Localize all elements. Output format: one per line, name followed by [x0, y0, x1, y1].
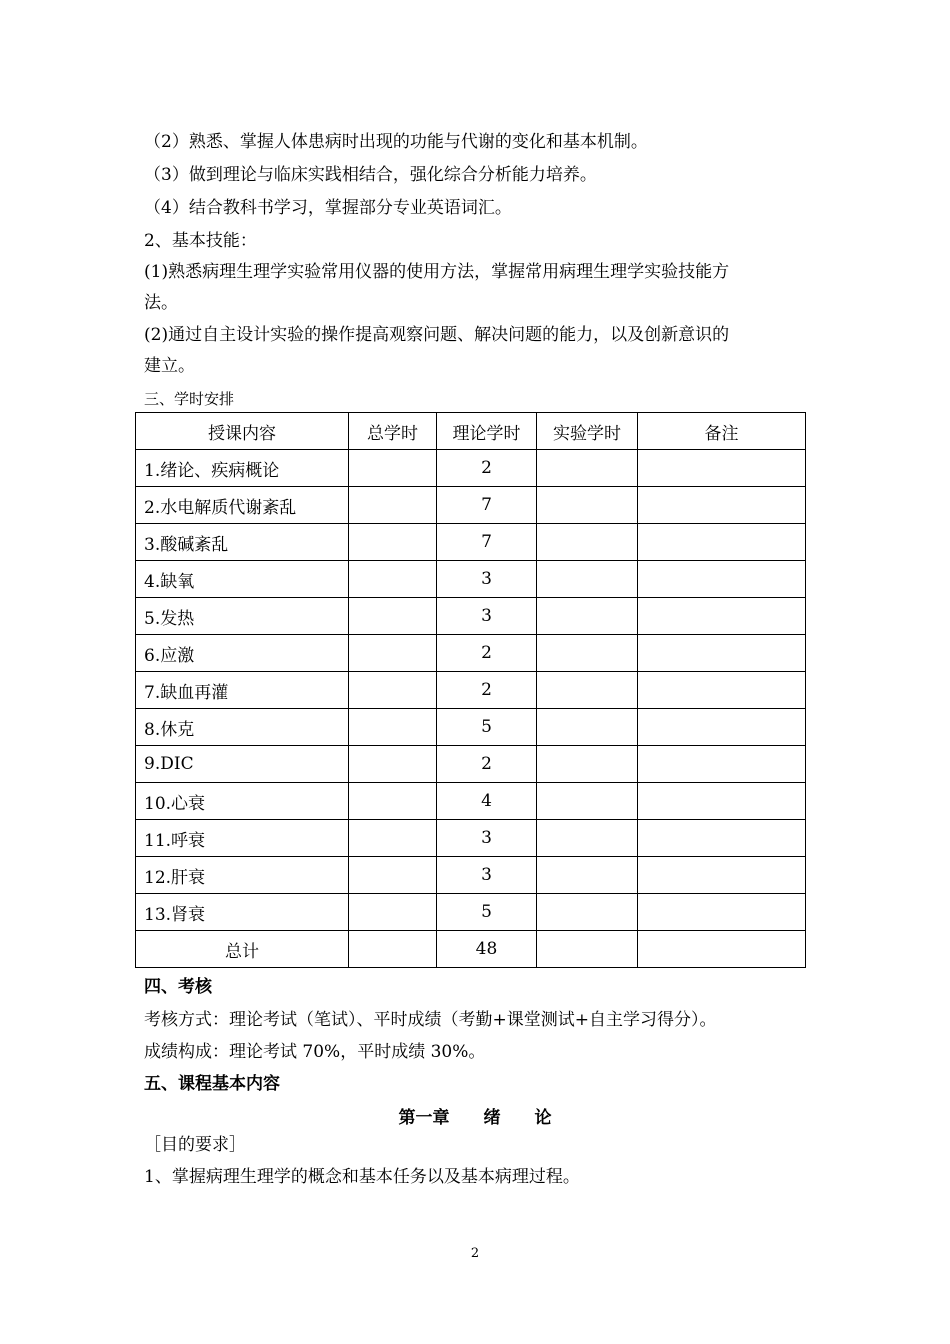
cell-note — [638, 709, 806, 746]
header-note: 备注 — [638, 413, 806, 450]
table-row — [136, 598, 806, 635]
cell-note — [638, 931, 806, 968]
cell-content: 7.缺血再灌 — [136, 672, 349, 709]
cell-lab — [537, 635, 638, 672]
cell-theory: 7 — [437, 487, 537, 524]
cell-lab — [537, 709, 638, 746]
cell-content: 3.酸碱紊乱 — [136, 524, 349, 561]
header-content: 授课内容 — [136, 413, 349, 450]
cell-note — [638, 783, 806, 820]
cell-lab — [537, 561, 638, 598]
cell-total — [349, 709, 437, 746]
table-row — [136, 894, 806, 931]
cell-total — [349, 598, 437, 635]
cell-lab — [537, 598, 638, 635]
cell-total — [349, 672, 437, 709]
cell-note — [638, 561, 806, 598]
skill-2-line-1: (2)通过自主设计实验的操作提高观察问题、解决问题的能力，以及创新意识的 — [144, 325, 730, 345]
skill-1-line-2: 法。 — [144, 293, 178, 313]
content-heading: 五、课程基本内容 — [144, 1074, 280, 1094]
cell-theory: 5 — [437, 709, 537, 746]
cell-lab — [537, 450, 638, 487]
cell-note — [638, 857, 806, 894]
cell-lab — [537, 783, 638, 820]
cell-lab — [537, 672, 638, 709]
table-header-row — [136, 413, 806, 450]
cell-note — [638, 672, 806, 709]
cell-content: 6.应激 — [136, 635, 349, 672]
cell-note — [638, 598, 806, 635]
cell-theory: 4 — [437, 783, 537, 820]
cell-content: 13.肾衰 — [136, 894, 349, 931]
cell-theory: 3 — [437, 561, 537, 598]
cell-total — [349, 635, 437, 672]
cell-lab — [537, 820, 638, 857]
cell-theory: 2 — [437, 450, 537, 487]
requirements-label: ［目的要求］ — [144, 1135, 246, 1155]
table-row — [136, 524, 806, 561]
cell-note — [638, 820, 806, 857]
page-number: 2 — [470, 1246, 480, 1261]
cell-content: 1.绪论、疾病概论 — [136, 450, 349, 487]
cell-theory: 2 — [437, 672, 537, 709]
table-row — [136, 820, 806, 857]
cell-content: 4.缺氧 — [136, 561, 349, 598]
table-total-row — [136, 931, 806, 968]
cell-content: 9.DIC — [136, 746, 349, 783]
cell-theory: 2 — [437, 746, 537, 783]
cell-total — [349, 894, 437, 931]
header-lab: 实验学时 — [537, 413, 638, 450]
cell-lab — [537, 931, 638, 968]
cell-theory: 48 — [437, 931, 537, 968]
hours-table — [135, 412, 806, 968]
cell-content: 10.心衰 — [136, 783, 349, 820]
cell-lab — [537, 894, 638, 931]
skills-heading: 2、基本技能： — [144, 231, 257, 251]
chapter-title: 第一章 绪 论 — [398, 1108, 552, 1128]
cell-theory: 3 — [437, 820, 537, 857]
cell-theory: 3 — [437, 857, 537, 894]
cell-total-label: 总计 — [136, 931, 349, 968]
table-row — [136, 746, 806, 783]
cell-total — [349, 931, 437, 968]
cell-lab — [537, 857, 638, 894]
cell-content: 12.肝衰 — [136, 857, 349, 894]
objective-2: （2）熟悉、掌握人体患病时出现的功能与代谢的变化和基本机制。 — [144, 132, 648, 152]
table-row — [136, 561, 806, 598]
cell-content: 8.休克 — [136, 709, 349, 746]
table-row — [136, 487, 806, 524]
schedule-heading: 三、学时安排 — [144, 390, 235, 408]
table-row — [136, 709, 806, 746]
skill-2-line-2: 建立。 — [144, 356, 195, 376]
cell-lab — [537, 746, 638, 783]
cell-note — [638, 524, 806, 561]
cell-lab — [537, 524, 638, 561]
cell-total — [349, 857, 437, 894]
cell-total — [349, 820, 437, 857]
cell-note — [638, 635, 806, 672]
table-row — [136, 672, 806, 709]
grade-composition: 成绩构成：理论考试 70%，平时成绩 30%。 — [144, 1042, 486, 1062]
cell-theory: 5 — [437, 894, 537, 931]
cell-total — [349, 746, 437, 783]
cell-total — [349, 524, 437, 561]
cell-content: 5.发热 — [136, 598, 349, 635]
objective-4: （4）结合教科书学习，掌握部分专业英语词汇。 — [144, 198, 512, 218]
table-row — [136, 783, 806, 820]
table-row — [136, 857, 806, 894]
cell-lab — [537, 487, 638, 524]
cell-content: 11.呼衰 — [136, 820, 349, 857]
cell-total — [349, 487, 437, 524]
cell-theory: 3 — [437, 598, 537, 635]
cell-theory: 2 — [437, 635, 537, 672]
assessment-method: 考核方式：理论考试（笔试）、平时成绩（考勤+课堂测试+自主学习得分）。 — [144, 1010, 717, 1030]
objective-3: （3）做到理论与临床实践相结合，强化综合分析能力培养。 — [144, 165, 597, 185]
cell-total — [349, 783, 437, 820]
cell-theory: 7 — [437, 524, 537, 561]
cell-total — [349, 561, 437, 598]
table-row — [136, 635, 806, 672]
cell-note — [638, 450, 806, 487]
table-row — [136, 450, 806, 487]
cell-note — [638, 487, 806, 524]
cell-note — [638, 746, 806, 783]
header-total: 总学时 — [349, 413, 437, 450]
assessment-heading: 四、考核 — [144, 977, 212, 997]
cell-total — [349, 450, 437, 487]
header-theory: 理论学时 — [437, 413, 537, 450]
cell-note — [638, 894, 806, 931]
skill-1-line-1: (1)熟悉病理生理学实验常用仪器的使用方法，掌握常用病理生理学实验技能方 — [144, 262, 730, 282]
requirement-1: 1、掌握病理生理学的概念和基本任务以及基本病理过程。 — [144, 1167, 580, 1187]
cell-content: 2.水电解质代谢紊乱 — [136, 487, 349, 524]
